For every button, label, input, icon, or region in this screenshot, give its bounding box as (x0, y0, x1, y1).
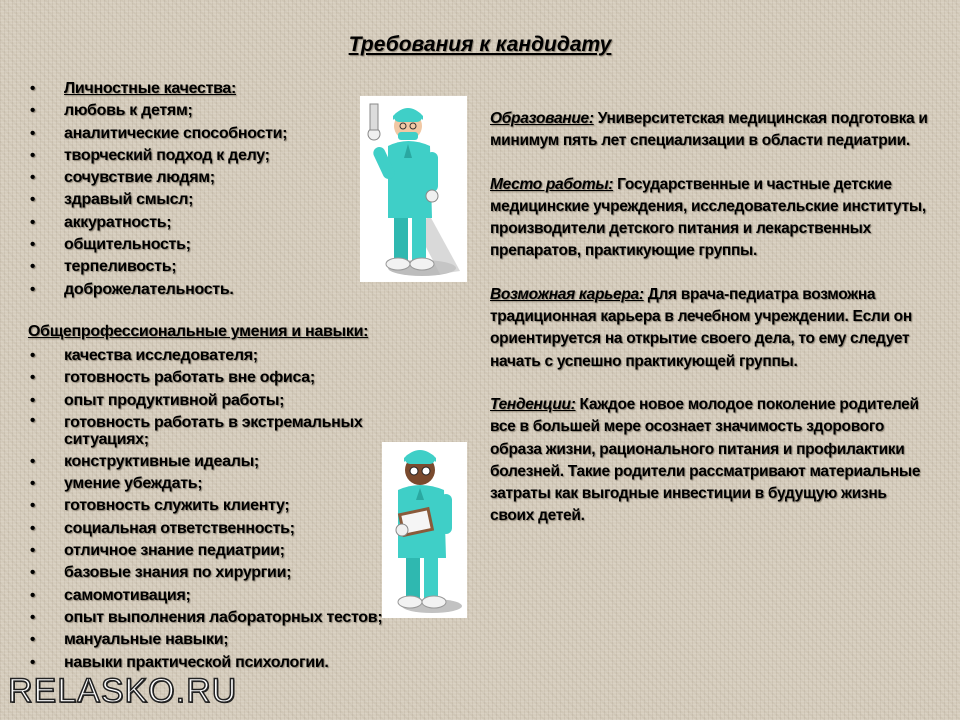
career-paragraph (490, 284, 930, 373)
skills-heading: Общепрофессиональные умения и навыки: (28, 322, 369, 340)
list-item: • готовность работать вне офиса; (28, 367, 408, 389)
list-item: • качества исследователя; (28, 345, 408, 367)
list-item: • сочувствие людям; (28, 167, 468, 189)
watermark: RELASKO.RU (8, 672, 238, 710)
education-text: Университетская медицинская подготовка и минимум пять лет специализации в области педиатрии. (490, 110, 928, 150)
trends-label: Тенденции: (490, 395, 576, 413)
list-item: • отличное знание педиатрии; (28, 540, 408, 562)
list-item: • здравый смысл; (28, 189, 468, 211)
trends-paragraph (490, 394, 930, 528)
list-item: • аккуратность; (28, 212, 468, 234)
doctor-with-syringe-icon (360, 96, 467, 282)
doctor-with-clipboard-icon (382, 442, 467, 618)
list-item: • готовность служить клиенту; (28, 495, 408, 517)
list-item: • мануальные навыки; (28, 629, 408, 651)
list-item: • конструктивные идеалы; (28, 451, 408, 473)
list-item: • социальная ответственность; (28, 518, 408, 540)
education-paragraph (490, 108, 930, 153)
list-item: • любовь к детям; (28, 100, 468, 122)
education-label: Образование: (490, 110, 594, 127)
trends-text: Каждое новое молодое поколение родителей все в большей мере осознает значимость здорового образа жизни, рационального питания и профилактики болезней. Такие родители рассматривают материальные затраты как выгодные инвестиции в будущую жизнь своих детей. (490, 395, 921, 525)
career-label: Возможная карьера: (490, 285, 644, 303)
doctor-illustration-clipboard (382, 442, 467, 618)
slide-title: Требования к кандидату (348, 33, 612, 56)
list-item: • аналитические способности; (28, 123, 468, 145)
list-item: • самомотивация; (28, 585, 408, 607)
doctor-illustration-syringe (360, 96, 467, 282)
workplace-label: Место работы: (490, 175, 614, 193)
list-item: • терпеливость; (28, 256, 468, 278)
career-text: Для врача-педиатра возможна традиционная карьера в лечебном учреждении. Если он ориентируется на открытие своего дела, то ему следует начать с успешно практикующей группы. (490, 285, 912, 370)
list-item: • опыт выполнения лабораторных тестов; (28, 607, 484, 629)
list-item: • базовые знания по хирургии; (28, 562, 408, 584)
workplace-text: Государственные и частные детские медицинские учреждения, исследовательские институты, производители детского питания и лекарственных препаратов, практикующие группы. (490, 175, 926, 260)
list-item: • опыт продуктивной работы; (28, 390, 408, 412)
skills-list (28, 345, 408, 674)
personal-qualities-heading: • Личностные качества: (28, 78, 468, 100)
list-item: • доброжелательность. (28, 279, 468, 301)
list-item: • умение убеждать; (28, 473, 408, 495)
right-column (490, 108, 930, 549)
list-item: • творческий подход к делу; (28, 145, 468, 167)
list-item: • готовность работать в экстремальных ситуациях; (28, 412, 408, 451)
workplace-paragraph (490, 174, 930, 263)
list-item: • общительность; (28, 234, 468, 256)
list-item: • навыки практической психологии. (28, 652, 408, 674)
